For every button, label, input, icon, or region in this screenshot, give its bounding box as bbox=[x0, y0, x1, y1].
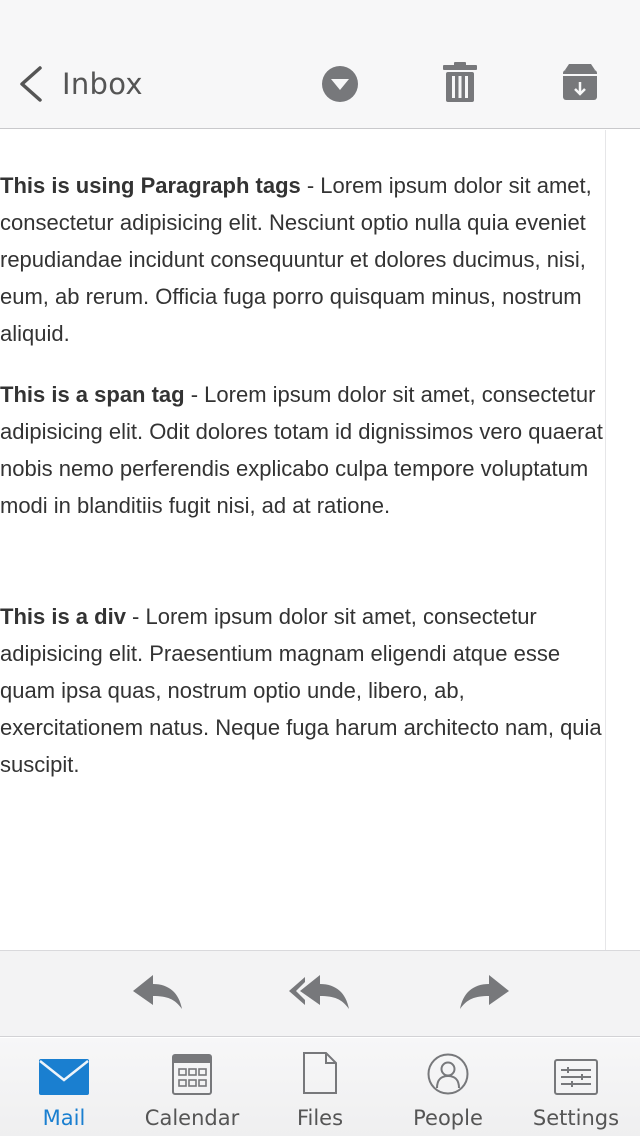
tab-settings[interactable] bbox=[512, 1038, 640, 1136]
tab-label: Mail bbox=[42, 1106, 86, 1130]
tab-calendar[interactable] bbox=[128, 1038, 256, 1136]
paragraph-text: - Lorem ipsum dolor sit amet, consectetur adipisicing elit. Nesciunt optio nulla quia eveniet repudiandae incidunt consequuntur et dolores ducimus, nisi, eum, ab rerum. Officia fuga porro quisquam minus, nostrum aliquid. bbox=[0, 173, 592, 346]
back-to-inbox-button[interactable] bbox=[14, 58, 143, 110]
dropdown-circle-icon bbox=[320, 62, 360, 106]
span-text: - Lorem ipsum dolor sit amet, consectetur adipisicing elit. Odit dolores totam id dignissimos vero quaerat nobis nemo perferendis explicabo culpa tempore voluptatum modi in blanditiis fugit nisi, ad at ratione. bbox=[0, 382, 603, 518]
reply-icon bbox=[131, 969, 185, 1015]
archive-icon bbox=[562, 62, 598, 104]
archive-button[interactable] bbox=[562, 62, 598, 104]
message-body bbox=[0, 130, 606, 950]
forward-icon bbox=[457, 969, 511, 1015]
file-icon bbox=[302, 1051, 338, 1100]
message-options-button[interactable] bbox=[320, 62, 360, 106]
settings-icon bbox=[554, 1059, 598, 1100]
back-label: Inbox bbox=[62, 67, 143, 101]
tab-label: Settings bbox=[532, 1106, 620, 1130]
message-action-bar bbox=[0, 950, 640, 1037]
message-paragraph bbox=[0, 167, 606, 352]
person-icon bbox=[427, 1053, 469, 1100]
reply-all-button[interactable] bbox=[288, 969, 352, 1015]
reply-all-icon bbox=[288, 969, 352, 1015]
message-span bbox=[0, 376, 606, 524]
calendar-icon bbox=[172, 1053, 212, 1100]
tab-files[interactable] bbox=[256, 1038, 384, 1136]
chevron-left-icon bbox=[14, 64, 46, 104]
tab-mail[interactable] bbox=[0, 1038, 128, 1136]
span-heading: This is a span tag bbox=[0, 382, 185, 407]
navigation-bar bbox=[0, 0, 640, 129]
tab-bar bbox=[0, 1038, 640, 1136]
tab-people[interactable] bbox=[384, 1038, 512, 1136]
reply-button[interactable] bbox=[131, 969, 185, 1015]
forward-button[interactable] bbox=[457, 969, 511, 1015]
tab-label: People bbox=[413, 1106, 483, 1130]
message-div bbox=[0, 598, 606, 783]
trash-icon bbox=[442, 62, 478, 104]
delete-button[interactable] bbox=[442, 62, 478, 104]
paragraph-heading: This is using Paragraph tags bbox=[0, 173, 301, 198]
div-text: - Lorem ipsum dolor sit amet, consectetur adipisicing elit. Praesentium magnam eligendi atque esse quam ipsa quas, nostrum optio unde, libero, ab, exercitationem natus. Neque fuga harum architecto nam, quia suscipit. bbox=[0, 604, 602, 777]
div-heading: This is a div bbox=[0, 604, 126, 629]
tab-label: Calendar bbox=[144, 1106, 240, 1130]
tab-label: Files bbox=[296, 1106, 344, 1130]
mail-icon bbox=[39, 1059, 89, 1100]
